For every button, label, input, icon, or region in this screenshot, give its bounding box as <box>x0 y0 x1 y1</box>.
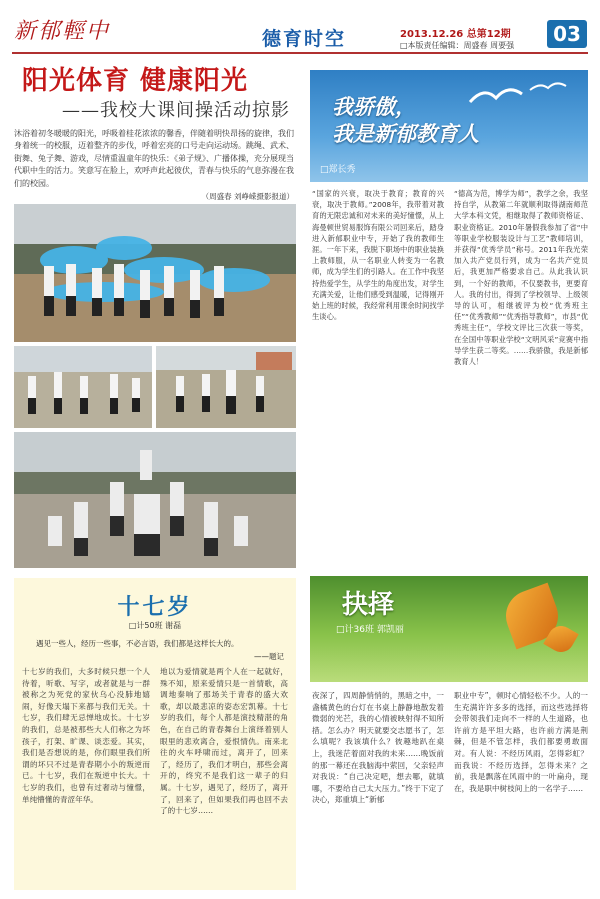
pride-title <box>332 94 479 148</box>
seventeen-column-1: 十七岁的我们，大多时候只想一个人待着，听歌、写字，或者就是与一群被称之为死党的家伙乌心没肺地嬉闹，好像天塌下来都与我们无关。十七岁，我们肆无忌惮地成长。十七岁的我们，总是被那些大人们称之为坏孩子，打架、旷课、谈恋爱。其实，我们是否想说的是，你们眼里我们所谓的坏只不过是青春期小小的叛逆而已。十七岁，我们在叛逆中长大。十七岁的我们，也曾有过奢动与憧憬，单纯懵懂的青涩年华。 <box>22 667 150 804</box>
pride-title-line1: 我骄傲， <box>332 95 416 119</box>
seventeen-author: □计50班 谢磊 <box>128 621 182 630</box>
choice-author: □计36班 郭凯丽 <box>336 625 404 635</box>
editors-line: □本版责任编辑：周盛春 周要强 <box>400 41 515 50</box>
pride-title-line2: 我是新郁教育人 <box>332 122 479 146</box>
seventeen-title: 十七岁 <box>117 595 193 620</box>
exercise-photo-left <box>14 346 152 428</box>
issue-date: 2013.12.26 总第12期 <box>400 29 511 40</box>
pride-banner <box>310 70 588 182</box>
fan-dance-photo <box>14 204 296 342</box>
seventeen-epigraph: 遇见一些人，经历一些事，不必言语，我们都是这样长大的。 <box>36 639 239 648</box>
newspaper-name: 新郁輕中 <box>14 19 111 44</box>
seventeen-epigraph-source: ——题记 <box>254 652 284 661</box>
sport-headline: 阳光体育 健康阳光 <box>22 66 249 96</box>
choice-column-2: 职业中专”，顿时心情轻松不少。人的一生充满许许多多的选择，而这些选择将会带领我们走向不一样的人生道路，也许前方是平坦大路，也许前方满是荆棘，但是不管怎样，我们都要勇敢面对。有人说：不经历风雨，怎得彩虹？而我说：不经历选择，怎得未来？之前，我是飘落在风雨中的一叶扁舟，现在，我是职中树枝间上的一名学子…… <box>454 691 588 793</box>
sport-lead: 沐浴着初冬暖暖的阳光，呼吸着桂花浓浓的馨香，伴随着明快昂扬的旋律，我们身着统一的校服，迈着整齐的步伐，呼着宏亮的口号走向运动场。跳绳、武术、街舞、兔子舞、游戏，尽情重温童年的快乐：《弟子规》、广播体操，充分展现当代职中生的活力。笑意写在脸上，欢呼声此起彼伏，青春与快乐的气息弥漫在我们的校园。 <box>14 129 294 188</box>
seventeen-box <box>14 578 296 890</box>
seventeen-column-2: 地以为爱情就是两个人在一起就好，殊不知，原来爱情只是一首情歌，高调地秦响了那场关于青春的盛大欢歌，却以最悲凉的姿态宏凯幕。十七岁的我们，每个人都是演技精湛的角色，在自己的青春舞台上演绎着别人眼里的悲欢离合，爱恨情仇。南来北往的火车呼啸而过，离开了，回来了，经历了，我们才明白，那些会离开的，终究不是我们这一辈子的归属。十七岁，遇见了，经历了，离开了，回来了，但如果我们再也回不去了的十七岁…… <box>160 667 288 816</box>
pride-column-1: “国家的兴衰，取决于教育；教育的兴衰，取决于教师。”2008年，我带着对教育的无限忠诚和对未来的美好憧憬，从上海曼顿世贸易服饰有限公司回来后，踏身进入新郁职业中专，开始了我的教师生涯。一年下来，我脱下职场中的职业装换上教师服，从一名职业人转变为一名教师，成为学生们的引路人。在工作中我坚持热爱学生，从学生的角度出发，对学生充满关爱，让他们感受到温暖，记得刚开始上班的时候，我经常利用课余时间找学生谈心。 <box>312 189 444 322</box>
choice-banner <box>310 576 588 682</box>
exercise-photo-right <box>156 346 296 428</box>
header-divider <box>12 52 588 54</box>
pride-column-2: “德高为范，博学为师”，教学之余，我坚持自学，从教第二年就顺利取得湖南师范大学本科文凭，相继取得了教师资格证、职业资格证。2010年暑假我参加了省“中等职业学校服装设计与工艺”教师培训，并获得“优秀学员”称号。2011年我光荣加入共产党员行列，成为一名共产党员后，我更加严格要求自己。从此我认识到，一个好的教师，不仅要教书，更要育人。我的付出，得到了学校领导、上级领导的认可，相继被评为校“优秀班主任”“优秀教师”“优秀指导教师”，市县“优秀班主任”，学校文评比三次获一等奖，在全国中等职业学校“文明风采”竞赛中指导学生获二等奖。……我骄傲，我是新郁教育人！ <box>454 189 588 367</box>
choice-column-1: 夜深了，四周静悄悄的，黑暗之中，一盏橘黄色的台灯在书桌上静静地散发着微弱的光芒，我的心情被映射得不知所措。怎么办？明天就要交志愿书了，怎么填呢？我该填什么？彼趣地趴在桌上，我迷茫着面对我的未来……晚饭前的那一幕还在我脑海中萦回，父亲轻声对我说：“自己决定吧，想去哪，就填哪，不要给自己太大压力。”终于下定了决心，郑重填上“新郁 <box>312 691 444 805</box>
sport-subheadline: ——我校大课间操活动掠影 <box>62 100 290 121</box>
section-title: 德育时空 <box>262 28 347 50</box>
page-number: 03 <box>547 20 587 48</box>
pride-author: □郑长秀 <box>320 165 356 175</box>
pyramid-photo <box>14 432 296 568</box>
photo-credit: （周盛春 刘峥嵘摄影报道） <box>201 192 294 201</box>
choice-title: 抉择 <box>342 590 395 620</box>
